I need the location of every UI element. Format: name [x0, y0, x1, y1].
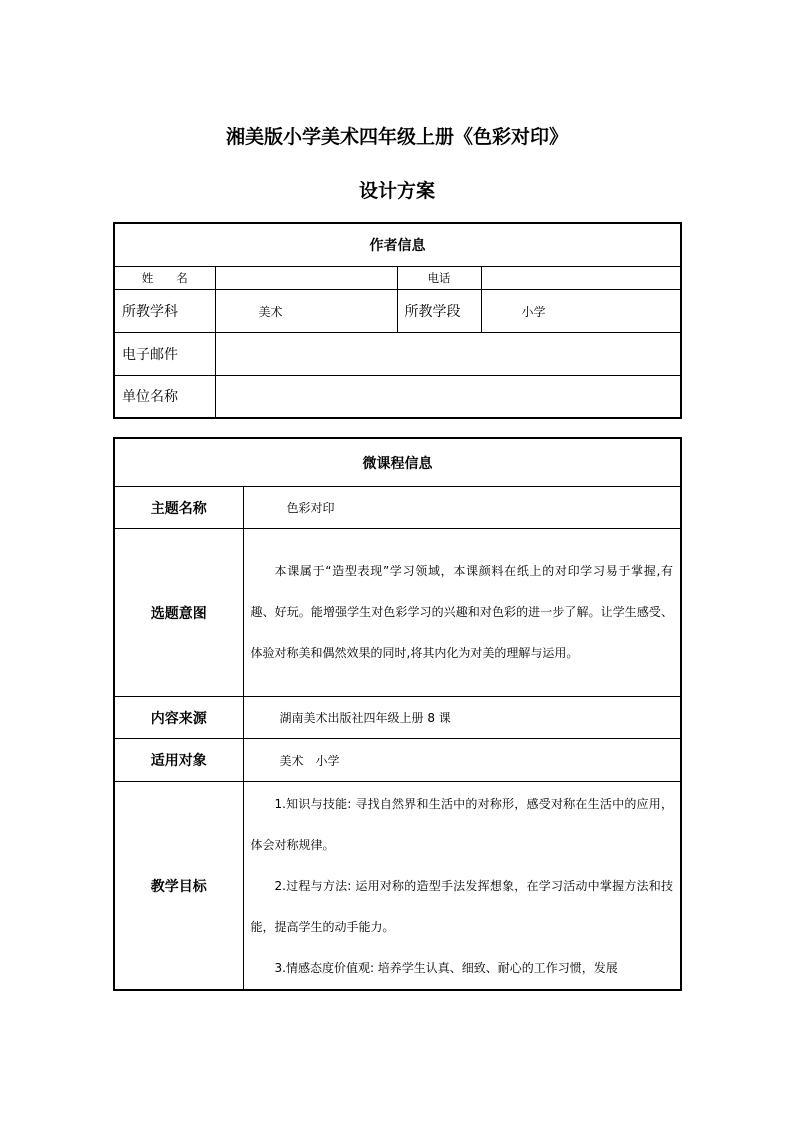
author-info-table [113, 222, 682, 419]
intent-cell [243, 529, 681, 697]
goal-item: 1.知识与技能: 寻找自然界和生活中的对称形，感受对称在生活中的应用，体会对称规律。 [250, 797, 673, 852]
audience-label: 适用对象 [114, 739, 243, 782]
name-label: 姓 名 [114, 267, 215, 290]
goals-label: 教学目标 [114, 782, 243, 991]
unit-label: 单位名称 [114, 376, 215, 418]
subject-value: 美术 [215, 290, 397, 333]
stage-value: 小学 [481, 290, 681, 333]
course-info-header: 微课程信息 [114, 438, 681, 487]
theme-value: 色彩对印 [243, 487, 681, 529]
phone-label: 电话 [397, 267, 481, 290]
source-label: 内容来源 [114, 697, 243, 739]
document-title: 湘美版小学美术四年级上册《色彩对印》 [225, 126, 568, 148]
intent-text: 本课属于“造型表现”学习领域，本课颜料在纸上的对印学习易于掌握,有趣、好玩。能增强学生对色彩学习的兴趣和对色彩的进一步了解。让学生感受、体验对称美和偶然效果的同时,将其内化为对美的理解与运用。 [250, 564, 673, 660]
subject-label: 所教学科 [114, 290, 215, 333]
goals-cell [243, 782, 681, 991]
goal-item: 2.过程与方法: 运用对称的造型手法发挥想象，在学习活动中掌握方法和技能，提高学生的动手能力。 [250, 879, 673, 934]
phone-value [481, 267, 681, 290]
email-value [215, 333, 681, 376]
author-info-header: 作者信息 [114, 223, 681, 267]
theme-label: 主题名称 [114, 487, 243, 529]
unit-value [215, 376, 681, 418]
audience-value: 美术 小学 [243, 739, 681, 782]
goal-item: 3.情感态度价值观: 培养学生认真、细致、耐心的工作习惯，发展 [274, 961, 618, 975]
source-value: 湖南美术出版社四年级上册 8 课 [243, 697, 681, 739]
name-value [215, 267, 397, 290]
course-info-table [113, 437, 682, 991]
email-label: 电子邮件 [114, 333, 215, 376]
intent-label: 选题意图 [114, 529, 243, 697]
stage-label: 所教学段 [397, 290, 481, 333]
document-subtitle: 设计方案 [358, 180, 435, 202]
